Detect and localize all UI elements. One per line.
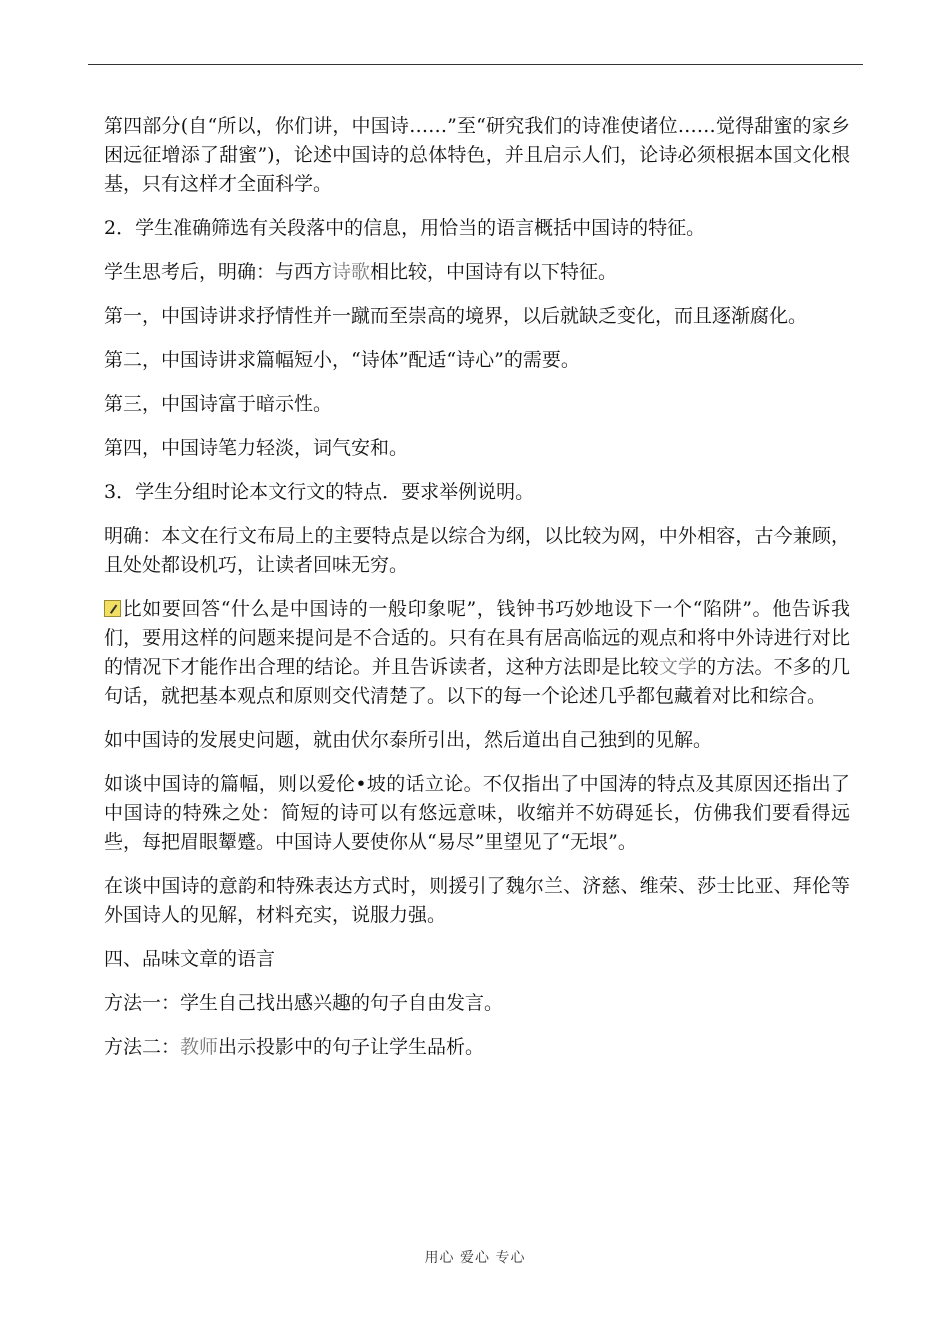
link-poetry[interactable]: 诗歌 — [332, 261, 371, 283]
paragraph: 方法一：学生自己找出感兴趣的句子自由发言。 — [104, 992, 504, 1014]
text-run: 学生思考后，明确：与西方 — [104, 261, 333, 283]
text-run: 出示投影中的句子让学生品析。 — [218, 1036, 485, 1058]
paragraph: 如中国诗的发展史问题，就由伏尔泰所引出，然后道出自己独到的见解。 — [104, 729, 713, 751]
link-teacher[interactable]: 教师 — [180, 1036, 219, 1058]
text-run: 比如要回答“什么是中国诗的一般印象呢”，钱钟书巧妙地设下一个“陷阱”。他告诉我们，要用这样的问题来提问是不合适的。只有在具有居高临远的观点和将中外诗进行对比的情况下才能作出合理的结论。并且告诉读者，这种方法即是比较 — [104, 598, 850, 678]
paragraph: 第三，中国诗富于暗示性。 — [104, 393, 333, 415]
paragraph: 在谈中国诗的意韵和特殊表达方式时，则援引了魏尔兰、济慈、维荣、莎士比亚、拜伦等外国诗人的见解，材料充实，说服力强。 — [104, 875, 850, 926]
paragraph: 第二，中国诗讲求篇幅短小，“诗体”配适“诗心”的需要。 — [104, 349, 580, 371]
text-run: 的方法。不多的几句话，就把基本观点和原则交代清楚了。以下的每一个论述几乎都包藏着对比和综合。 — [104, 656, 850, 707]
text-run: 相比较，中国诗有以下特征。 — [370, 261, 618, 283]
section-heading: 四、品味文章的语言 — [104, 948, 276, 970]
paragraph: 第四，中国诗笔力轻淡，词气安和。 — [104, 437, 409, 459]
edit-note-icon — [104, 600, 121, 617]
paragraph — [104, 595, 850, 711]
paragraph: 3．学生分组时论本文行文的特点．要求举例说明。 — [104, 481, 535, 503]
header-rule — [88, 64, 863, 65]
paragraph: 2．学生准确筛选有关段落中的信息，用恰当的语言概括中国诗的特征。 — [104, 217, 706, 239]
paragraph: 第一，中国诗讲求抒情性并一蹴而至崇高的境界，以后就缺乏变化，而且逐渐腐化。 — [104, 305, 808, 327]
paragraph: 第四部分(自“所以，你们讲，中国诗……”至“研究我们的诗准使诸位……觉得甜蜜的家乡困远征增添了甜蜜”)，论述中国诗的总体特色，并且启示人们，论诗必须根据本国文化根基，只有这样才全面科学。 — [104, 115, 850, 195]
page-footer: 用心 爱心 专心 — [424, 1250, 526, 1266]
paragraph: 明确：本文在行文布局上的主要特点是以综合为纲，以比较为网，中外相容，古今兼顾，且处处都设机巧，让读者回味无穷。 — [104, 525, 850, 576]
text-run: 方法二： — [104, 1036, 181, 1058]
document-body — [104, 112, 850, 1077]
paragraph — [104, 258, 850, 287]
paragraph: 如谈中国诗的篇幅，则以爱伦•坡的话立论。不仅指出了中国涛的特点及其原因还指出了中国诗的特殊之处：简短的诗可以有悠远意味，收缩并不妨碍延长，仿佛我们要看得远些，每把眉眼颦蹙。中国诗人要使你从“易尽”里望见了“无垠”。 — [104, 773, 850, 853]
link-literature[interactable]: 文学 — [658, 656, 698, 678]
paragraph — [104, 1033, 850, 1062]
